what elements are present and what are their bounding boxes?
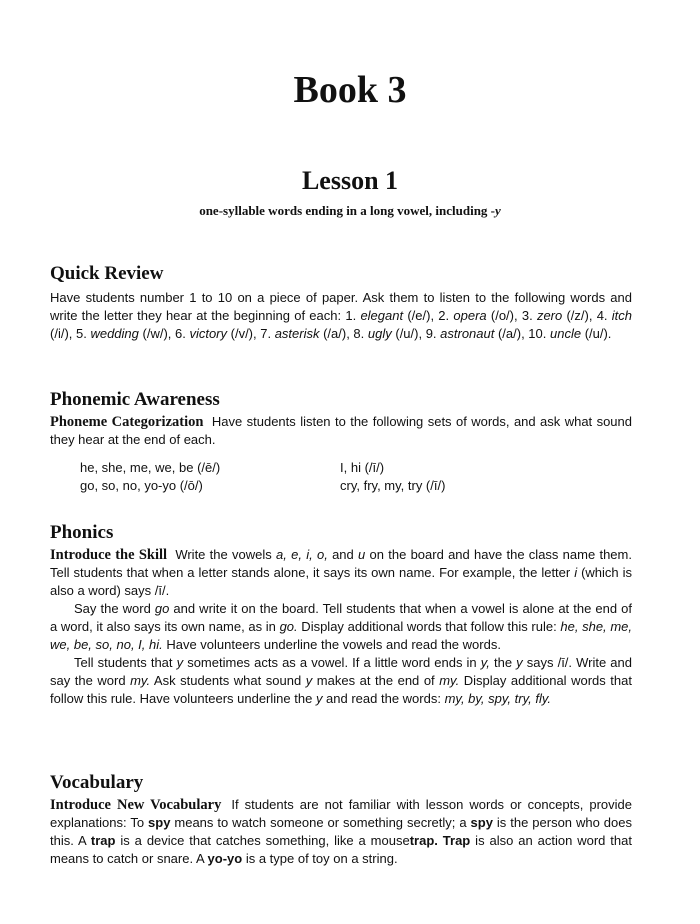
quick-review-heading: Quick Review [50, 263, 164, 284]
book-title: Book 3 [293, 69, 407, 111]
lesson-title: Lesson 1 [301, 166, 399, 195]
lesson-subtitle: one-syllable words ending in a long vowel, including -y [199, 203, 501, 218]
phonics-heading: Phonics [50, 522, 114, 543]
word-set: go, so, no, yo-yo (/ō/) [80, 478, 203, 493]
phonemic-awareness-text: Phoneme Categorization Have students listen to the following sets of words, and ask what sound they hear at the end of each. [50, 414, 632, 447]
word-set: I, hi (/ī/) [340, 460, 385, 475]
word-set-row [80, 459, 600, 477]
word-set-row [80, 477, 600, 495]
sound-word-sets [80, 459, 600, 495]
word-set: he, she, me, we, be (/ē/) [80, 460, 221, 475]
vocabulary-heading: Vocabulary [50, 772, 144, 793]
vocabulary-text: Introduce New Vocabulary If students are not familiar with lesson words or concepts, provide explanations: To spy means to watch someone or something secretly; a spy is the person who does this. A trap is a device that catches something, like a mousetrap. Trap is also an action word that means to catch or snare. A yo-yo is a type of toy on a string. [50, 797, 632, 866]
phonics-text: Introduce the Skill Write the vowels a, e, i, o, and u on the board and have the class name them. Tell students that when a letter stands alone, it says its own name. For example, the letter i (which is also a word) says /ī/. Say the word go and write it on the board. Tell students that when a vowel is alone at the end of a word, it also says its own name, as in go. Display additional words that follow this rule: he, she, me, we, be, so, no, I, hi. Have volunteers underline the vowels and read the words. Tell students that y sometimes acts as a vowel. If a little word ends in y, the y says /ī/. Write and say the word my. Ask students what sound y makes at the end of my. Display additional words that follow this rule. Have volunteers underline the y and read the words: my, by, spy, try, fly. [50, 547, 633, 706]
word-set: cry, fry, my, try (/ī/) [340, 478, 446, 493]
phonemic-awareness-heading: Phonemic Awareness [50, 389, 220, 410]
quick-review-text: Have students number 1 to 10 on a piece of paper. Ask them to listen to the following words and write the letter they hear at the beginning of each: 1. elegant (/e/), 2. opera (/o/), 3. zero (/z/), 4. itch (/i/), 5. wedding (/w/), 6. victory (/v/), 7. asterisk (/a/), 8. ugly (/u/), 9. astronaut (/a/), 10. uncle (/u/). [50, 290, 633, 341]
